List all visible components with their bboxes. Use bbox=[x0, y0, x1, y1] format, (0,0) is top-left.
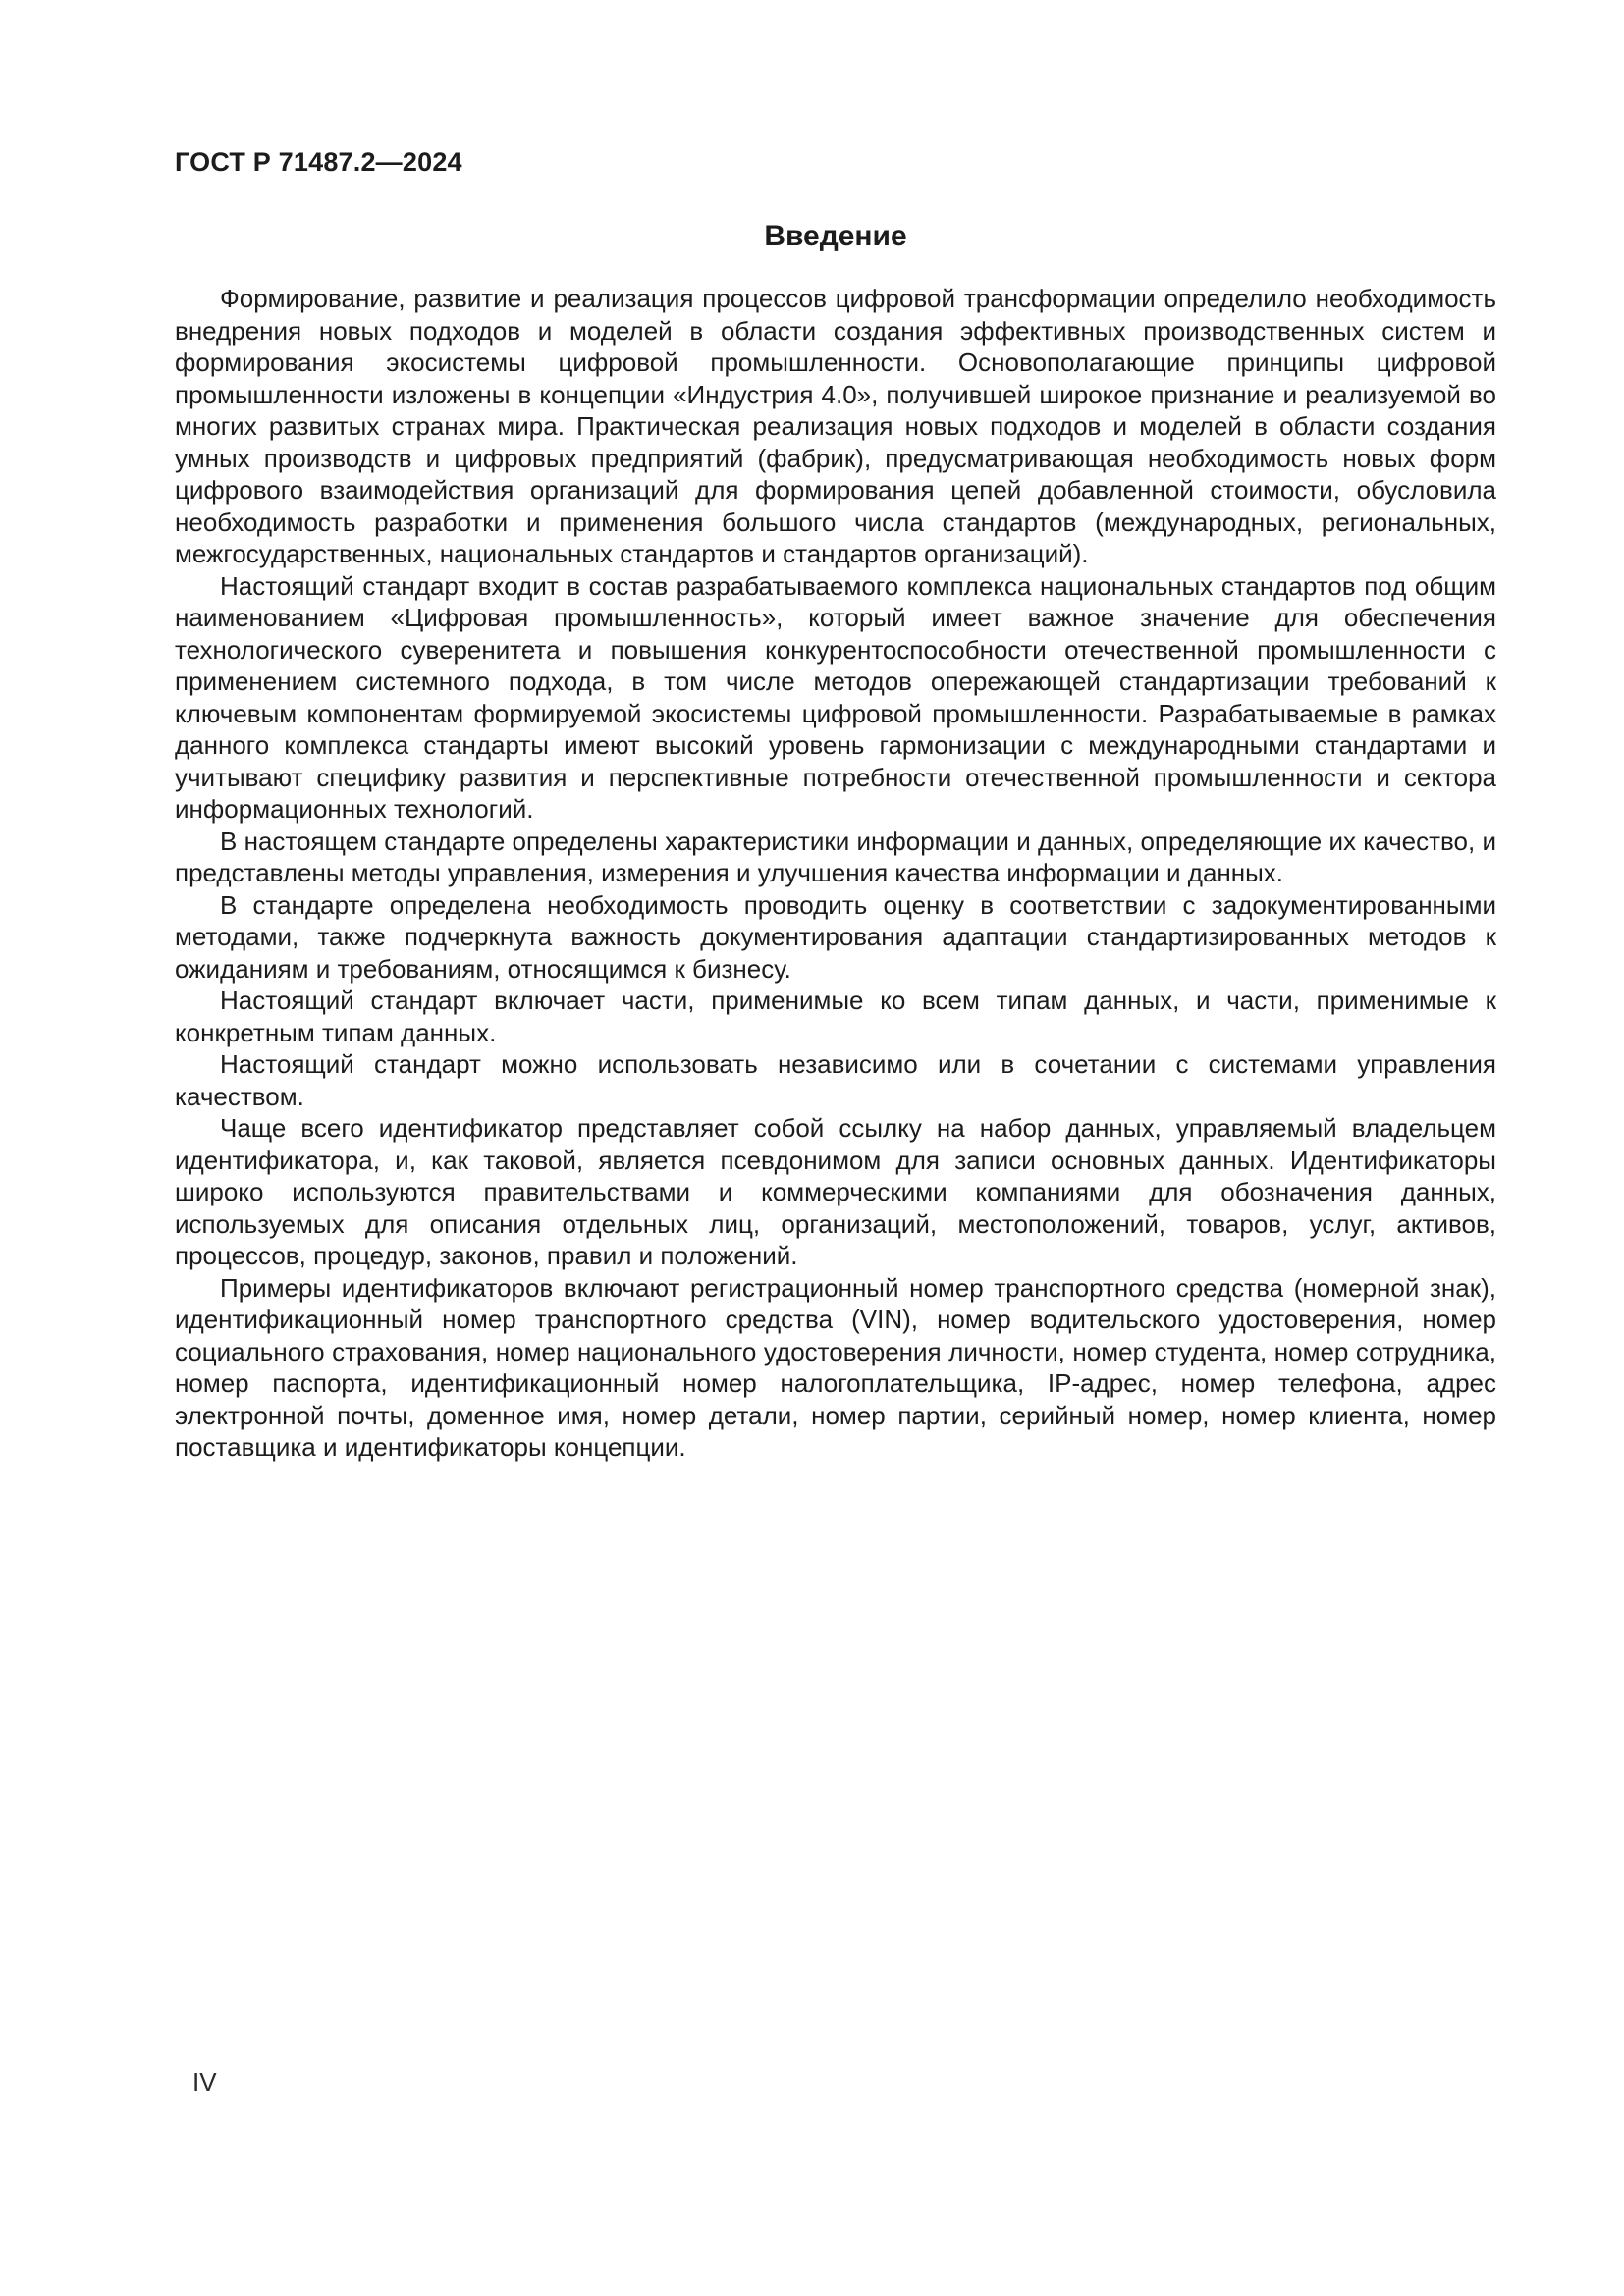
body-paragraph: Настоящий стандарт входит в состав разрабатываемого комплекса национальных стандартов под общим наименованием «Цифровая промышленность», который имеет важное значение для обеспечения технологического суверенитета и повышения конкурентоспособности отечественной промышленности с применением системного подхода, в том числе методов опережающей стандартизации требований к ключевым компонентам формируемой экосистемы цифровой промышленности. Разрабатываемые в рамках данного комплекса стандарты имеют высокий уровень гармонизации с международными стандартами и учитывают специфику развития и перспективные потребности отечественной промышленности и сектора информационных технологий. bbox=[175, 570, 1496, 824]
body-paragraph: Настоящий стандарт можно использовать независимо или в сочетании с системами управления качеством. bbox=[175, 1049, 1496, 1111]
section-title: Введение bbox=[764, 220, 907, 252]
body-paragraph: В стандарте определена необходимость проводить оценку в соответствии с задокументированными методами, также подчеркнута важность документирования адаптации стандартизированных методов к ожиданиям и требованиям, относящимся к бизнесу. bbox=[175, 889, 1496, 984]
body-paragraph: Формирование, развитие и реализация процессов цифровой трансформации определило необходимость внедрения новых подходов и моделей в области создания эффективных производственных систем и формирования экосистемы цифровой промышленности. Основополагающие принципы цифровой промышленности изложены в концепции «Индустрия 4.0», получившей широкое признание и реализуемой во многих развитых странах мира. Практическая реализация новых подходов и моделей в области создания умных производств и цифровых предприятий (фабрик), предусматривающая необходимость новых форм цифрового взаимодействия организаций для формирования цепей добавленной стоимости, обусловила необходимость разработки и применения большого числа стандартов (международных, региональных, межгосударственных, национальных стандартов и стандартов организаций). bbox=[175, 284, 1496, 568]
page-number: IV bbox=[192, 2067, 217, 2097]
body-paragraph: В настоящем стандарте определены характеристики информации и данных, определяющие их качество, и представлены методы управления, измерения и улучшения качества информации и данных. bbox=[175, 826, 1496, 887]
body-paragraph: Чаще всего идентификатор представляет собой ссылку на набор данных, управляемый владельцем идентификатора, и, как таковой, является псевдонимом для записи основных данных. Идентификаторы широко используются правительствами и коммерческими компаниями для обозначения данных, используемых для описания отдельных лиц, организаций, местоположений, товаров, услуг, активов, процессов, процедур, законов, правил и положений. bbox=[175, 1113, 1496, 1270]
body-paragraph: Примеры идентификаторов включают регистрационный номер транспортного средства (номерной знак), идентификационный номер транспортного средства (VIN), номер водительского удостоверения, номер социального страхования, номер национального удостоверения личности, номер студента, номер сотрудника, номер паспорта, идентификационный номер налогоплательщика, IP-адрес, номер телефона, адрес электронной почты, доменное имя, номер детали, номер партии, серийный номер, номер клиента, номер поставщика и идентификаторы концепции. bbox=[175, 1272, 1496, 1462]
document-code: ГОСТ Р 71487.2—2024 bbox=[175, 147, 462, 177]
body-paragraph: Настоящий стандарт включает части, применимые ко всем типам данных, и части, применимые к конкретным типам данных. bbox=[175, 986, 1496, 1047]
document-body bbox=[175, 283, 1496, 1464]
